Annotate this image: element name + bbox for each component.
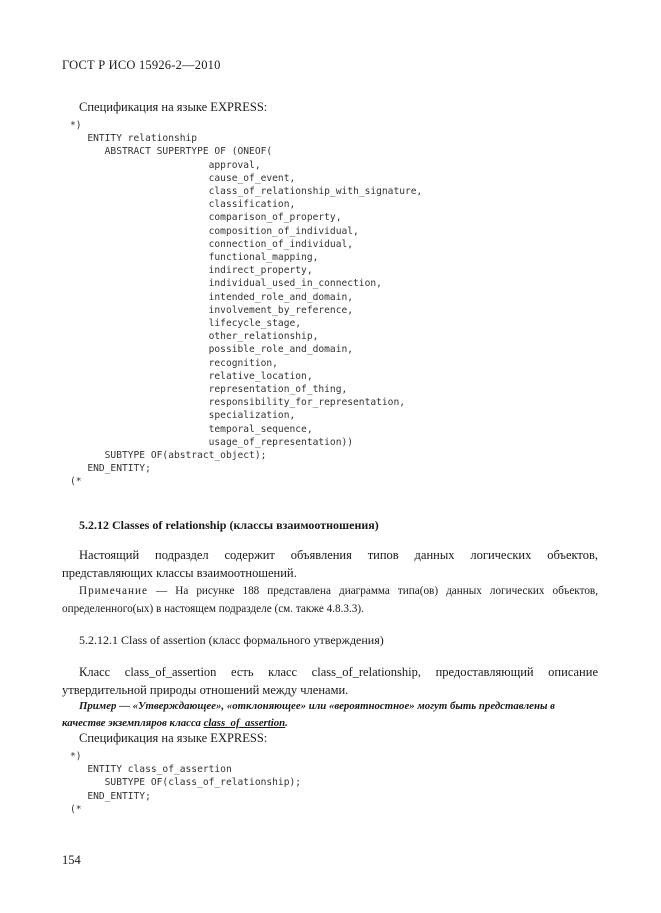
example-label: Пример [79,700,117,712]
note-paragraph [62,582,598,618]
section-heading: 5.2.12 Classes of relationship (классы взаимоотношения) [79,518,379,532]
example-text: — «Утверждающее», «отклоняющее» или «вероятностное» могут быть представлены в качестве экземпляров класса [62,700,555,729]
example-end: . [285,717,288,729]
express-spec-label: Спецификация на языке EXPRESS: [79,100,268,114]
document-header: ГОСТ Р ИСО 15926-2—2010 [62,58,221,72]
page-number: 154 [62,853,81,867]
note-text: — На рисунке 188 представлена диаграмма типа(ов) данных логических объектов, определенного(ых) в настоящем подразделе (см. также 4.8.3.3). [62,585,598,615]
example-paragraph [62,698,598,732]
section-intro-paragraph: Настоящий подраздел содержит объявления типов данных логических объектов, представляющих классы взаимоотношений. [62,548,598,580]
example-code: class_of_assertion [203,717,286,729]
note-label: Примечание [79,585,148,597]
express-spec-label-2: Спецификация на языке EXPRESS: [79,731,268,745]
express-code-relationship: *) ENTITY relationship ABSTRACT SUPERTYPE OF (ONEOF( approval, cause_of_event, class_of_relationship_with_signature, classification, comparison_of_property, composition_of_individual, connection_of_individual, functional_mapping, indirect_property, individual_used_in_connection, intended_role_and_domain, involvement_by_reference, lifecycle_stage, other_relationship, possible_role_and_domain, recognition, relative_location, representation_of_thing, responsibility_for_representation, specialization, temporal_sequence, usage_of_representation)) SUBTYPE OF(abstract_object); END_ENTITY; (* [70,120,423,488]
subsection-heading: 5.2.12.1 Class of assertion (класс формального утверждения) [79,633,384,647]
express-code-class-of-assertion: *) ENTITY class_of_assertion SUBTYPE OF(class_of_relationship); END_ENTITY; (* [70,751,302,815]
subsection-paragraph: Класс class_of_assertion есть класс class_of_relationship, предоставляющий описание утвердительной природы отношений между членами. [62,665,598,697]
